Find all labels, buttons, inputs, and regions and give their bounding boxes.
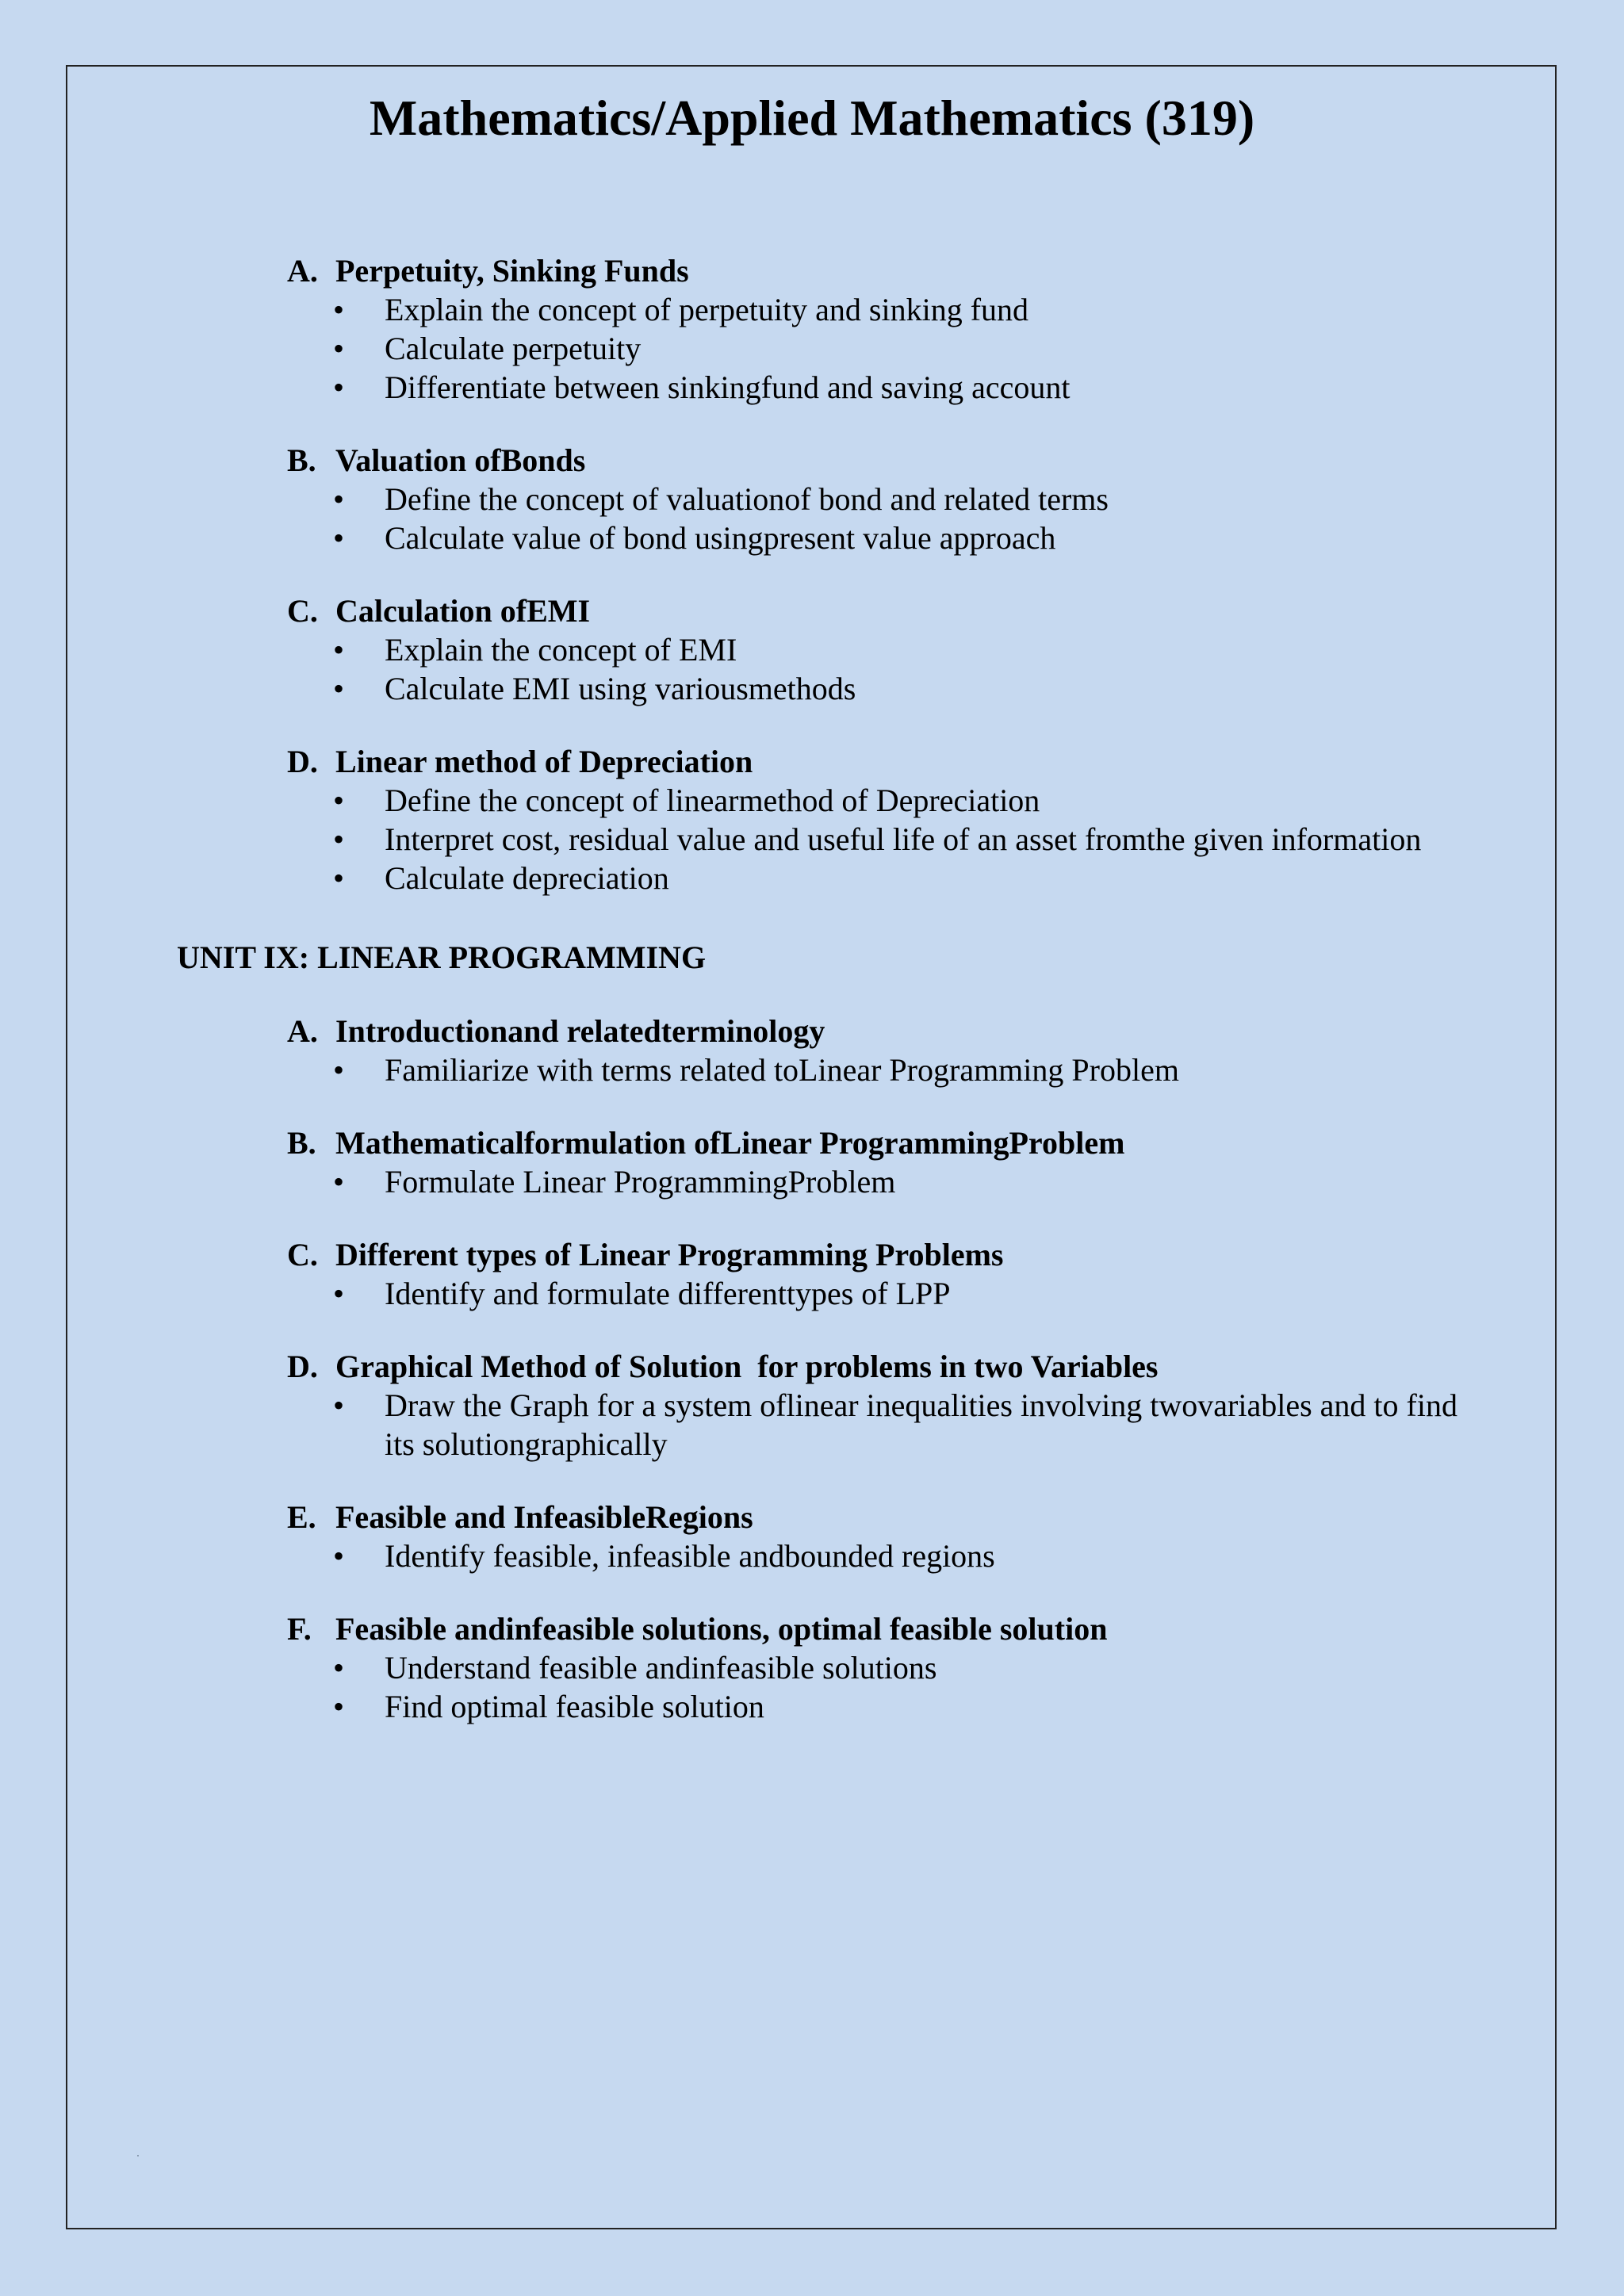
bullet-list (0, 1274, 1624, 1313)
bullet-list (0, 630, 1624, 708)
bullet-list (0, 1162, 1624, 1201)
section-title: Feasible and InfeasibleRegions (335, 1499, 753, 1535)
unit-heading: UNIT IX: LINEAR PROGRAMMING (177, 939, 707, 975)
section-heading (0, 1498, 1624, 1536)
bullet-item: • Understand feasible andinfeasible solutions (0, 1648, 1624, 1687)
bullet-item: • Draw the Graph for a system oflinear inequalities involving twovariables and to find its solutiongraphically (0, 1386, 1624, 1464)
section-letter: D. (287, 1349, 318, 1384)
bullet-item: • Differentiate between sinkingfund and saving account (0, 368, 1624, 407)
bullet-item: • Calculate EMI using variousmethods (0, 669, 1624, 708)
bullet-list (0, 1386, 1624, 1464)
section-letter: B. (287, 442, 316, 478)
section-introduction-terminology (0, 1012, 1624, 1089)
section-calculation-of-emi (0, 591, 1624, 708)
section-heading (0, 441, 1624, 480)
bullet-item: • Explain the concept of perpetuity and sinking fund (0, 290, 1624, 329)
page-title: Mathematics/Applied Mathematics (319) (369, 90, 1255, 146)
section-types-of-lpp (0, 1235, 1624, 1313)
bullet-item: • Formulate Linear ProgrammingProblem (0, 1162, 1624, 1201)
bullet-list (0, 781, 1624, 897)
section-title: Mathematicalformulation ofLinear ProgrammingProblem (335, 1125, 1125, 1161)
section-heading (0, 591, 1624, 630)
bullet-list (0, 1050, 1624, 1089)
section-feasible-regions (0, 1498, 1624, 1575)
section-title: Different types of Linear Programming Problems (335, 1237, 1004, 1272)
section-letter: E. (287, 1499, 316, 1535)
section-letter: A. (287, 1013, 318, 1049)
bullet-list (0, 1648, 1624, 1726)
section-letter: C. (287, 593, 318, 629)
bullet-item: • Identify and formulate differenttypes of LPP (0, 1274, 1624, 1313)
section-valuation-of-bonds (0, 441, 1624, 557)
section-title: Valuation ofBonds (335, 442, 586, 478)
section-graphical-method (0, 1347, 1624, 1464)
section-title: Graphical Method of Solution for problems in two Variables (335, 1349, 1159, 1384)
unit-viii-sections (0, 251, 1624, 897)
section-feasible-solutions (0, 1609, 1624, 1726)
bullet-item: • Find optimal feasible solution (0, 1687, 1624, 1726)
section-title: Feasible andinfeasible solutions, optimal feasible solution (335, 1611, 1108, 1647)
unit-ix-sections (0, 1012, 1624, 1726)
bullet-list (0, 1536, 1624, 1575)
bullet-list (0, 290, 1624, 407)
section-title: Calculation ofEMI (335, 593, 591, 629)
section-title: Introductionand relatedterminology (335, 1013, 825, 1049)
section-heading (0, 742, 1624, 781)
section-perpetuity (0, 251, 1624, 407)
bullet-item: • Calculate depreciation (0, 859, 1624, 897)
section-title: Linear method of Depreciation (335, 744, 753, 779)
bullet-item: • Define the concept of valuationof bond and related terms (0, 480, 1624, 519)
bullet-item: • Identify feasible, infeasible andbounded regions (0, 1536, 1624, 1575)
bullet-item: • Familiarize with terms related toLinear Programming Problem (0, 1050, 1624, 1089)
section-title: Perpetuity, Sinking Funds (335, 253, 689, 289)
section-letter: C. (287, 1237, 318, 1272)
section-heading (0, 1235, 1624, 1274)
bullet-item: • Explain the concept of EMI (0, 630, 1624, 669)
section-letter: A. (287, 253, 318, 289)
section-heading (0, 1347, 1624, 1386)
section-letter: B. (287, 1125, 316, 1161)
corner-dot (137, 2155, 139, 2156)
bullet-list (0, 480, 1624, 557)
section-mathematical-formulation (0, 1123, 1624, 1201)
section-heading (0, 1012, 1624, 1050)
bullet-item: • Calculate perpetuity (0, 329, 1624, 368)
section-heading (0, 1609, 1624, 1648)
section-heading (0, 251, 1624, 290)
bullet-item: • Interpret cost, residual value and useful life of an asset fromthe given information (0, 820, 1624, 859)
bullet-item: • Define the concept of linearmethod of Depreciation (0, 781, 1624, 820)
section-linear-depreciation (0, 742, 1624, 897)
section-letter: F. (287, 1611, 312, 1647)
bullet-item: • Calculate value of bond usingpresent value approach (0, 519, 1624, 557)
section-letter: D. (287, 744, 318, 779)
section-heading (0, 1123, 1624, 1162)
